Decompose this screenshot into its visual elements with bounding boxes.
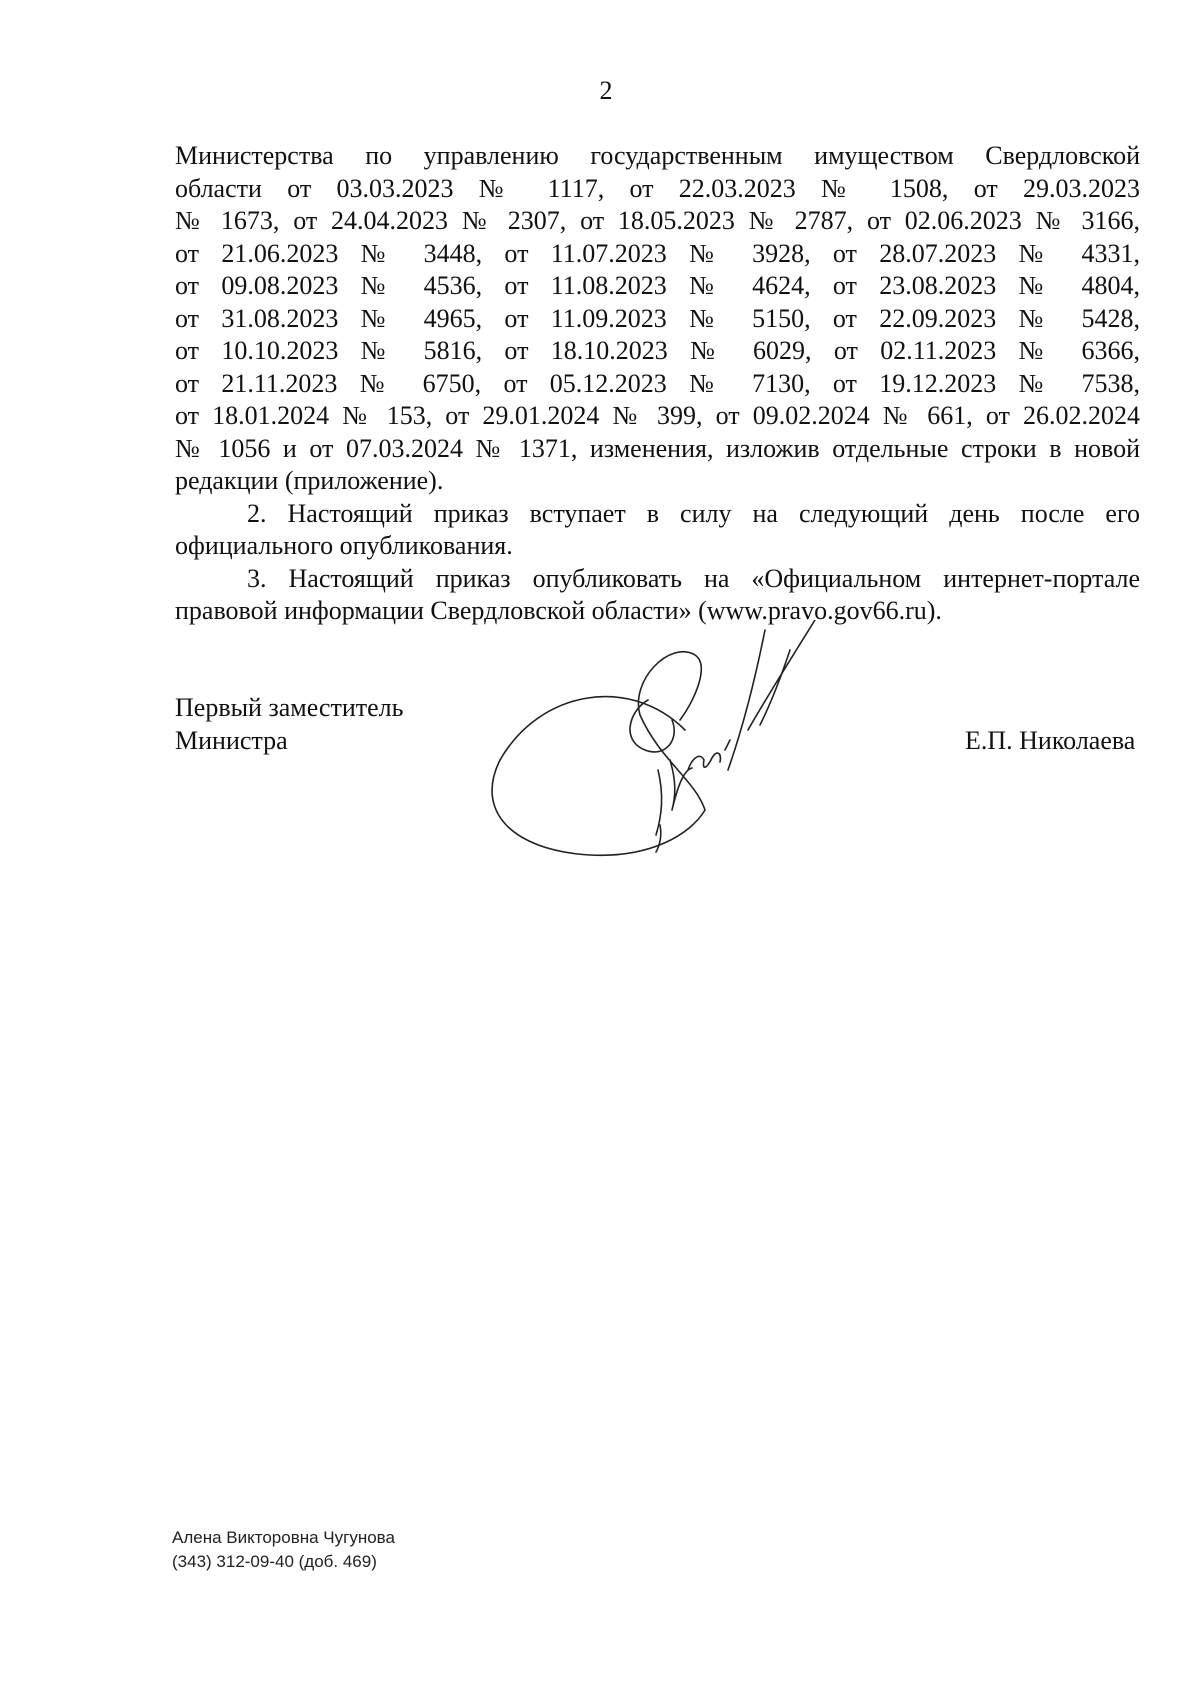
page-number: 2 bbox=[599, 76, 613, 105]
signer-title bbox=[175, 691, 403, 757]
text-line: от 18.01.2024 № 153, от 29.01.2024 № 399, от 09.02.2024 № 661, от 26.02.2024 bbox=[175, 401, 1140, 430]
document-body bbox=[175, 140, 1140, 628]
text-line: правовой информации Свердловской области» (www.pravo.gov66.ru). bbox=[175, 596, 942, 625]
executor-contacts bbox=[172, 1526, 395, 1574]
text-line: от 21.11.2023 № 6750, от 05.12.2023 № 7130, от 19.12.2023 № 7538, bbox=[175, 368, 1140, 398]
text-line: редакции (приложение). bbox=[175, 466, 444, 495]
paragraph-effective-date bbox=[175, 498, 1140, 563]
text-line: области от 03.03.2023 № 1117, от 22.03.2023 № 1508, от 29.03.2023 bbox=[175, 173, 1140, 203]
text-line: Министерства по управлению государственным имуществом Свердловской bbox=[175, 141, 1140, 170]
paragraph-amendments bbox=[175, 140, 1140, 498]
text-line: от 09.08.2023 № 4536, от 11.08.2023 № 4624, от 23.08.2023 № 4804, bbox=[175, 271, 1140, 300]
signer-title-line: Первый заместитель bbox=[175, 693, 404, 722]
paragraph-publication bbox=[175, 563, 1140, 628]
executor-phone: (343) 312-09-40 (доб. 469) bbox=[172, 1552, 377, 1571]
handwritten-signature bbox=[480, 620, 900, 870]
text-line: официального опубликования. bbox=[175, 531, 513, 560]
signer-title-line: Министра bbox=[175, 726, 288, 755]
text-line: от 31.08.2023 № 4965, от 11.09.2023 № 5150, от 22.09.2023 № 5428, bbox=[175, 303, 1140, 333]
text-line: 2. Настоящий приказ вступает в силу на следующий день после его bbox=[247, 498, 1140, 528]
text-line: от 21.06.2023 № 3448, от 11.07.2023 № 3928, от 28.07.2023 № 4331, bbox=[175, 238, 1140, 268]
text-line: № 1056 и от 07.03.2024 № 1371, изменения, изложив отдельные строки в новой bbox=[175, 433, 1140, 463]
signer-name: Е.П. Николаева bbox=[965, 726, 1136, 755]
executor-name: Алена Викторовна Чугунова bbox=[172, 1528, 395, 1547]
text-line: от 10.10.2023 № 5816, от 18.10.2023 № 6029, от 02.11.2023 № 6366, bbox=[175, 336, 1140, 365]
text-line: 3. Настоящий приказ опубликовать на «Официальном интернет-портале bbox=[247, 563, 1140, 593]
text-line: № 1673, от 24.04.2023 № 2307, от 18.05.2023 № 2787, от 02.06.2023 № 3166, bbox=[175, 206, 1140, 235]
